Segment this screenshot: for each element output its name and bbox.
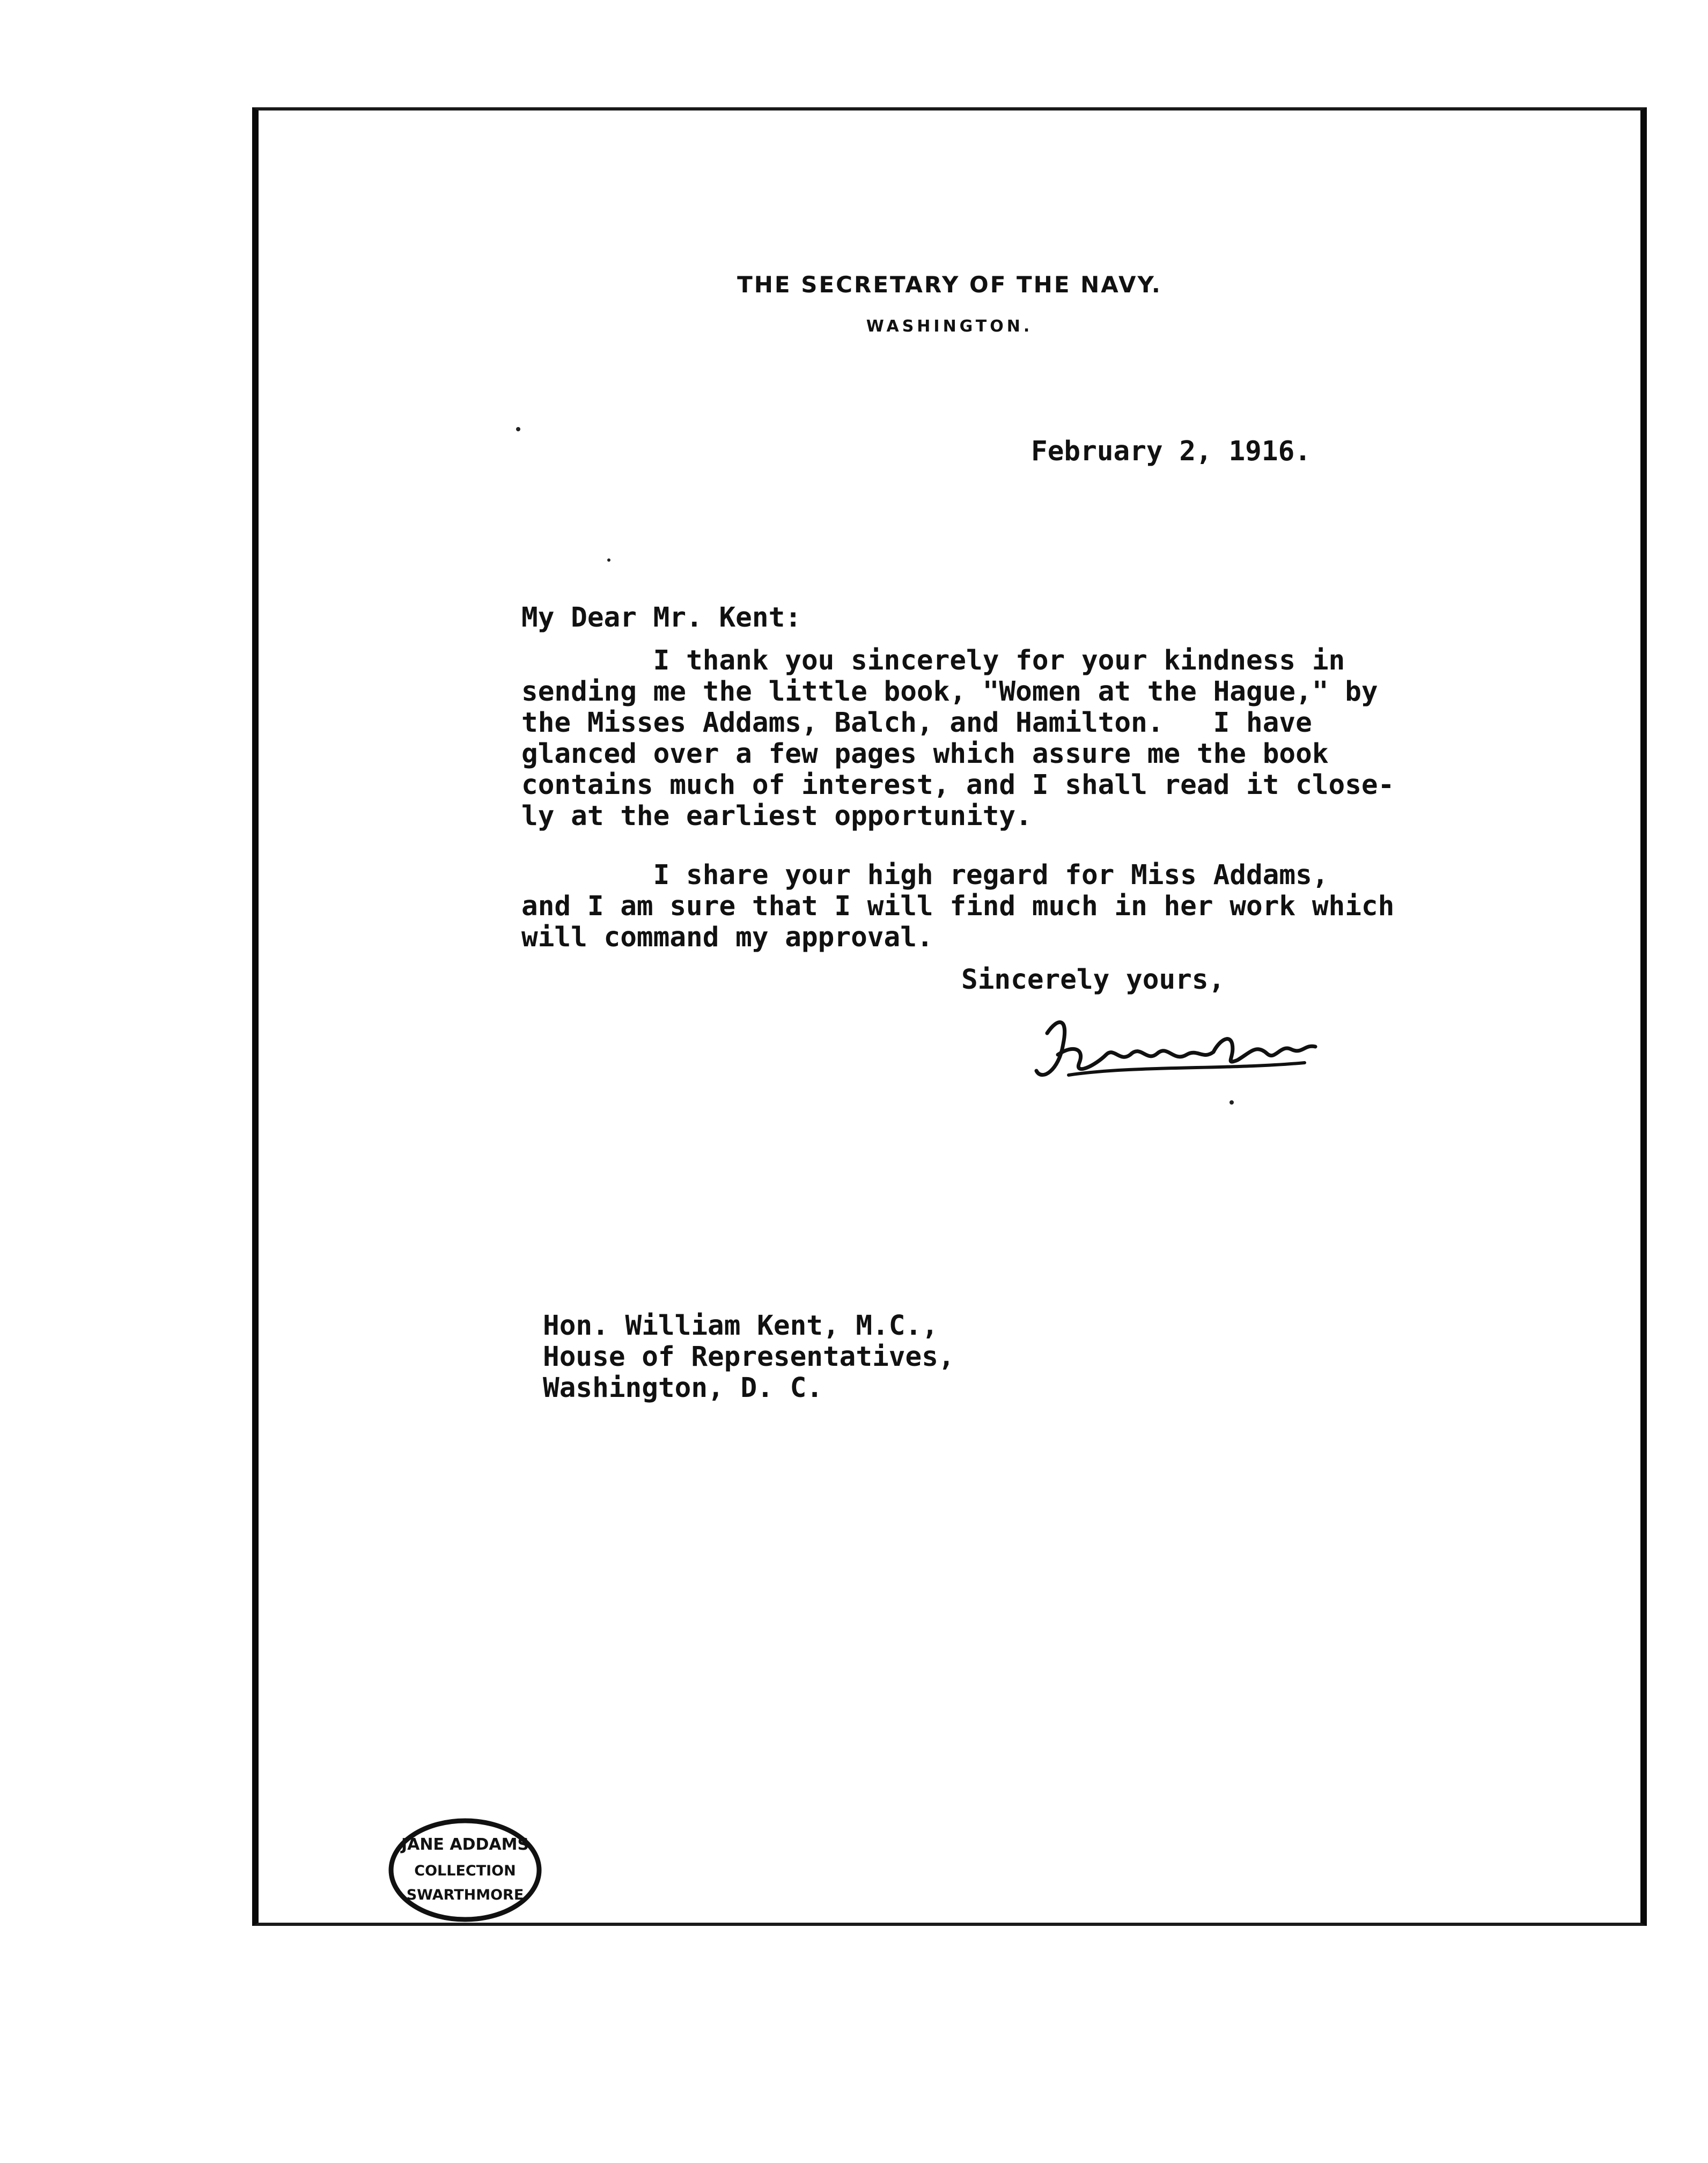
scan-speck — [1230, 1100, 1234, 1105]
body-line: I thank you sincerely for your kindness in — [521, 645, 1345, 676]
stamp-line: SWARTHMORE — [406, 1887, 524, 1903]
body-line: sending me the little book, "Women at the Hague," by — [521, 676, 1378, 708]
letterhead-title: THE SECRETARY OF THE NAVY. — [737, 271, 1162, 298]
letter-page — [252, 107, 1647, 1926]
body-line: glanced over a few pages which assure me the book — [521, 738, 1329, 770]
body-line: contains much of interest, and I shall read it close- — [521, 769, 1395, 801]
salutation: My Dear Mr. Kent: — [521, 602, 801, 634]
body-line: ly at the earliest opportunity. — [521, 800, 1032, 832]
body-line: will command my approval. — [521, 922, 933, 953]
body-line: the Misses Addams, Balch, and Hamilton. I have — [521, 707, 1312, 739]
recipient-line: House of Representatives, — [543, 1341, 955, 1373]
closing: Sincerely yours, — [961, 964, 1225, 996]
scan-speck — [607, 558, 610, 562]
collection-stamp — [387, 1816, 543, 1924]
stamp-line: COLLECTION — [414, 1863, 516, 1879]
scan-speck — [516, 427, 520, 431]
stamp-line: JANE ADDAMS — [401, 1835, 529, 1854]
letter-date: February 2, 1916. — [1031, 436, 1311, 467]
body-line: and I am sure that I will find much in her work which — [521, 891, 1395, 922]
body-line: I share your high regard for Miss Addams, — [521, 859, 1329, 891]
signature-image — [1026, 1012, 1326, 1098]
letterhead-location: WASHINGTON. — [866, 317, 1033, 336]
recipient-line: Washington, D. C. — [543, 1372, 823, 1404]
recipient-line: Hon. William Kent, M.C., — [543, 1310, 938, 1342]
